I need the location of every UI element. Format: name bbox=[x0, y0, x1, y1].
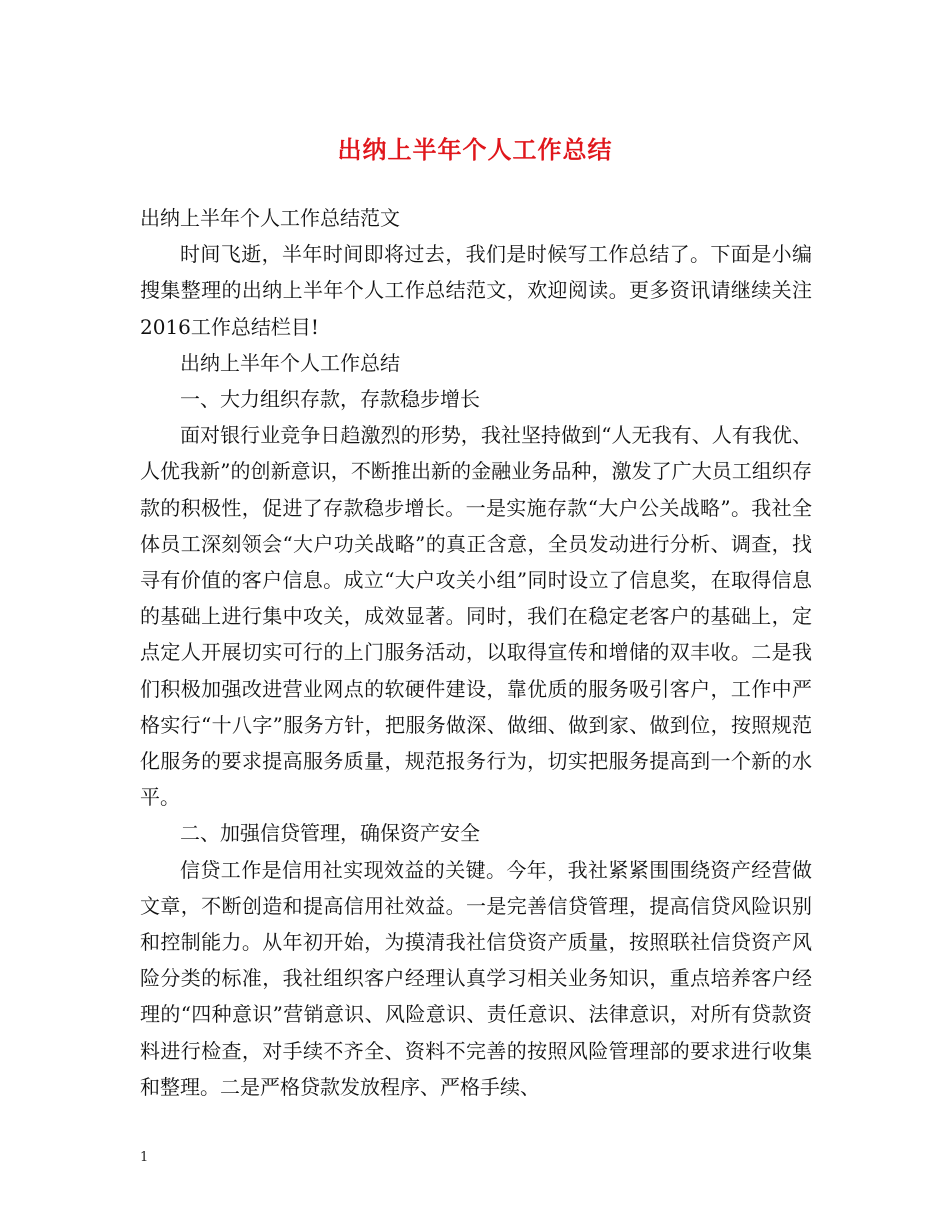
subtitle-paragraph: 出纳上半年个人工作总结范文 bbox=[140, 206, 400, 230]
body-paragraph: 面对银行业竞争日趋激烈的形势，我社坚持做到“人无我有、人有我优、人优我新”的创新意识，不断推出新的金融业务品种，激发了广大员工组织存款的积极性，促进了存款稳步增长。一是实施存款“大户公关战略”。我社全体员工深刻领会“大户功关战略”的真正含意，全员发动进行分析、调查，找寻有价值的客户信息。成立“大户攻关小组”同时设立了信息奖，在取得信息的基础上进行集中攻关，成效显著。同时，我们在稳定老客户的基础上，定点定人开展切实可行的上门服务活动，以取得宣传和增储的双丰收。二是我们积极加强改进营业网点的软硬件建设，靠优质的服务吸引客户，工作中严格实行“十八字”服务方针，把服务做深、做细、做到家、做到位，按照规范化服务的要求提高服务质量，规范报务行为，切实把服务提高到一个新的水平。 bbox=[140, 423, 812, 810]
document-body bbox=[140, 200, 812, 1105]
page-number: 1 bbox=[140, 1150, 149, 1165]
intro-paragraph: 时间飞逝，半年时间即将过去，我们是时候写工作总结了。下面是小编搜集整理的出纳上半年个人工作总结范文，欢迎阅读。更多资讯请继续关注2016工作总结栏目! bbox=[140, 242, 812, 339]
section-heading: 一、大力组织存款，存款稳步增长 bbox=[180, 387, 480, 412]
document-title: 出纳上半年个人工作总结 bbox=[337, 135, 613, 164]
section-heading: 二、加强信贷管理，确保资产安全 bbox=[180, 821, 480, 846]
section-heading: 出纳上半年个人工作总结 bbox=[180, 350, 400, 375]
body-paragraph: 信贷工作是信用社实现效益的关键。今年，我社紧紧围围绕资产经营做文章，不断创造和提高信用社效益。一是完善信贷管理，提高信贷风险识别和控制能力。从年初开始，为摸清我社信贷资产质量，按照联社信贷资产风险分类的标准，我社组织客户经理认真学习相关业务知识，重点培养客户经理的“四种意识”营销意识、风险意识、责任意识、法律意识，对所有贷款资料进行检查，对手续不齐全、资料不完善的按照风险管理部的要求进行收集和整理。二是严格贷款发放程序、严格手续、 bbox=[140, 857, 812, 1099]
